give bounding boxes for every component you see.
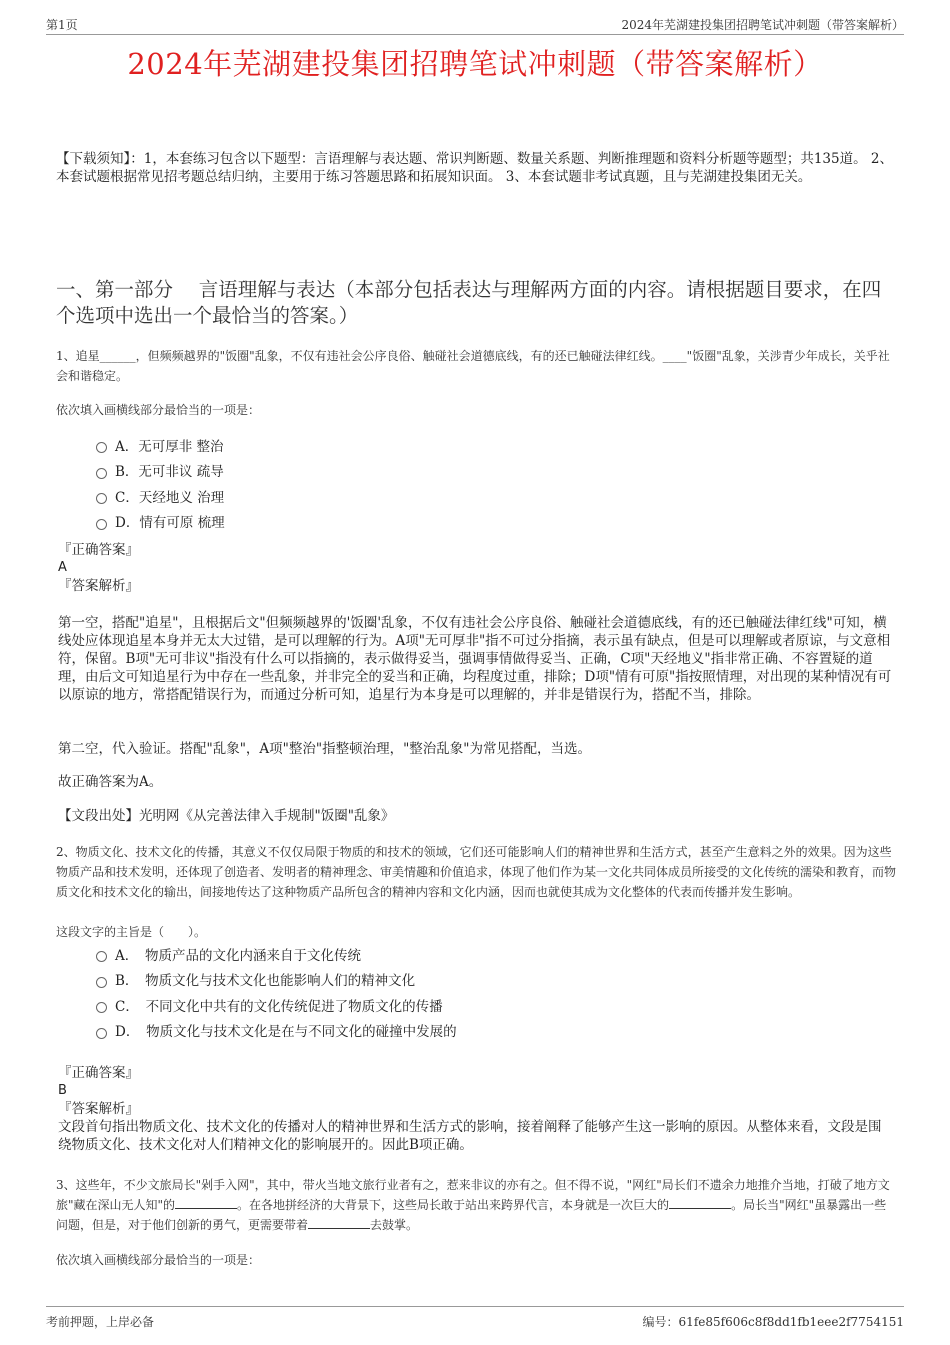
q1-stem: 1、追星______，但频频越界的"饭圈"乱象，不仅有违社会公序良俗、触碰社会道德底线，有的还已触碰法律红线。____"饭圈"乱象，关涉青少年成长，关乎社会和谐稳定。 xyxy=(56,349,890,383)
q1-option-c[interactable]: C．天经地义 治理 xyxy=(96,483,225,509)
radio-icon[interactable] xyxy=(96,442,107,453)
radio-icon[interactable] xyxy=(96,1028,107,1039)
footer-slogan: 考前押题，上岸必备 xyxy=(46,1315,155,1329)
q1-instruction: 依次填入画横线部分最恰当的一项是： xyxy=(56,403,261,417)
q2-answer-label: 『正确答案』 xyxy=(58,1065,139,1081)
page-footer xyxy=(46,1306,904,1331)
q1-source: 【文段出处】光明网《从完善法律入手规制"饭圈"乱象》 xyxy=(58,808,395,824)
q2-option-b[interactable]: B． 物质文化与技术文化也能影响人们的精神文化 xyxy=(96,967,457,993)
q2-option-d[interactable]: D． 物质文化与技术文化是在与不同文化的碰撞中发展的 xyxy=(96,1018,457,1044)
section-heading: 一、第一部分 言语理解与表达（本部分包括表达与理解两方面的内容。请根据题目要求，在四个选项中选出一个最恰当的答案。） xyxy=(56,278,882,327)
q1-option-b[interactable]: B．无可非议 疏导 xyxy=(96,458,225,484)
q1-analysis-para-2: 第二空，代入验证。搭配"乱象"，A项"整治"指整顿治理，"整治乱象"为常见搭配，当选。 xyxy=(58,741,592,757)
radio-icon[interactable] xyxy=(96,468,107,479)
q2-analysis-label: 『答案解析』 xyxy=(58,1101,139,1117)
radio-icon[interactable] xyxy=(96,493,107,504)
q2-options xyxy=(96,941,457,1043)
radio-icon[interactable] xyxy=(96,977,107,988)
q2-option-c[interactable]: C． 不同文化中共有的文化传统促进了物质文化的传播 xyxy=(96,992,457,1018)
document-title: 2024年芜湖建投集团招聘笔试冲刺题（带答案解析） xyxy=(127,47,823,81)
q2-answer-block xyxy=(58,1064,894,1154)
blank-3 xyxy=(308,1217,370,1229)
q3-stem: 3、这些年，不少文旅局长"剁手入网"，其中，带火当地文旅行业者有之，惹来非议的亦有之。但不得不说，"网红"局长们不遗余力地推介当地，打破了地方文旅"藏在深山无人知"的 。在各地拼经济的大背景下，这些局长敢于站出来跨界代言，本身就是一次巨大的 。局长当"网红"虽暴露出一些问题，但是，对于他们创新的勇气，更需要带着 去鼓掌。 xyxy=(56,1178,890,1232)
header-doc-title: 2024年芜湖建投集团招聘笔试冲刺题（带答案解析） xyxy=(621,18,904,32)
page-number: 第1页 xyxy=(46,18,78,32)
q2-answer: B xyxy=(58,1083,67,1098)
q2-stem: 2、物质文化、技术文化的传播，其意义不仅仅局限于物质的和技术的领域，它们还可能影响人们的精神世界和生活方式，甚至产生意料之外的效果。因为这些物质产品和技术发明，还体现了创造者、发明者的精神理念、审美情趣和价值追求，体现了他们作为某一文化共同体成员所接受的文化传统的濡染和教育，而物质文化和技术文化的输出，间接地传达了这种物质产品所包含的精神内容和文化内涵，因而也就使其成为文化整体的代表而传播并发生影响。 xyxy=(56,845,897,899)
q1-answer-block xyxy=(58,541,894,595)
page-header xyxy=(46,14,904,35)
q1-option-d[interactable]: D．情有可原 梳理 xyxy=(96,509,225,535)
q1-answer-label: 『正确答案』 xyxy=(58,542,139,558)
download-notice: 【下载须知】：1，本套练习包含以下题型：言语理解与表达题、常识判断题、数量关系题、判断推理题和资料分析题等题型；共135道。 2、本套试题根据常见招考题总结归纳，主要用于练习答题思路和拓展知识面。 3、本套试题非考试真题，且与芜湖建投集团无关。 xyxy=(56,151,893,185)
q1-options xyxy=(96,432,225,534)
radio-icon[interactable] xyxy=(96,951,107,962)
q1-analysis-para-3: 故正确答案为A。 xyxy=(58,774,163,790)
q3-instruction: 依次填入画横线部分最恰当的一项是： xyxy=(56,1253,261,1267)
radio-icon[interactable] xyxy=(96,519,107,530)
blank-1 xyxy=(175,1197,237,1209)
footer-doc-id: 编号：61fe85f606c8f8dd1fb1eee2f7754151 xyxy=(642,1315,904,1329)
q1-answer: A xyxy=(58,560,67,575)
blank-2 xyxy=(669,1197,731,1209)
radio-icon[interactable] xyxy=(96,1002,107,1013)
q1-analysis-label: 『答案解析』 xyxy=(58,578,139,594)
q1-option-a[interactable]: A．无可厚非 整治 xyxy=(96,432,225,458)
q2-option-a[interactable]: A． 物质产品的文化内涵来自于文化传统 xyxy=(96,941,457,967)
q2-instruction: 这段文字的主旨是（ ）。 xyxy=(56,925,207,939)
q2-analysis: 文段首句指出物质文化、技术文化的传播对人的精神世界和生活方式的影响，接着阐释了能够产生这一影响的原因。从整体来看，文段是围绕物质文化、技术文化对人们精神文化的影响展开的。因此B项正确。 xyxy=(58,1119,882,1153)
q1-analysis-para-1: 第一空，搭配"追星"，且根据后文"但频频越界的'饭圈'乱象，不仅有违社会公序良俗、触碰社会道德底线，有的还已触碰法律红线"可知，横线处应体现追星本身并无太大过错，是可以理解的行为。A项"无可厚非"指不可过分指摘，表示虽有缺点，但是可以理解或者原谅，与文意相符，保留。B项"无可非议"指没有什么可以指摘的，表示做得妥当，强调事情做得妥当、正确，C项"天经地义"指非常正确、不容置疑的道理，由后文可知追星行为中存在一些乱象，并非完全的妥当和正确，均程度过重，排除；D项"情有可原"指按照情理，对出现的某种情况有可以原谅的地方，常搭配错误行为，而通过分析可知，追星行为本身是可以理解的，并非是错误行为，搭配不当，排除。 xyxy=(58,615,892,703)
